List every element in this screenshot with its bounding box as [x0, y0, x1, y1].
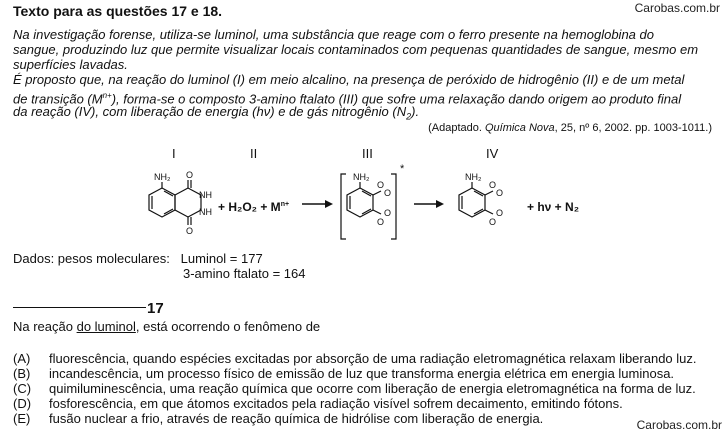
paragraph-line: É proposto que, na reação do luminol (I) em meio alcalino, na presença de peróxido de hidrogênio (II) e de um metal [13, 72, 685, 87]
watermark-bottom: Carobas.com.br [636, 418, 722, 432]
reaction-arrow-1 [302, 200, 333, 208]
aminophthalate-nh2: NH₂ [353, 172, 370, 182]
paragraph-line: superfícies lavadas. [13, 57, 128, 72]
option-a[interactable]: (A) fluorescência, quando espécies excitadas por absorção de uma radiação eletromagnética relaxam liberando luz. [13, 351, 697, 366]
aminophthalate-structure [459, 182, 493, 217]
excited-state-mark: * [400, 163, 405, 175]
label-compound-ii: II [250, 146, 258, 161]
label-compound-i: I [172, 146, 176, 161]
label-compound-iii: III [362, 146, 373, 161]
product-o-3: O [496, 208, 504, 218]
reaction-arrow-2 [414, 200, 444, 208]
source-citation: (Adaptado. Química Nova, 25, nº 6, 2002. pp. 1003-1011.) [428, 122, 712, 134]
aminophthalate-o-1: O [377, 180, 385, 190]
luminol-nh2: NH₂ [154, 172, 171, 182]
section-heading: Texto para as questões 17 e 18. [13, 3, 223, 19]
luminol-nh-top: NH [199, 190, 212, 200]
question-number: 17 [13, 300, 164, 317]
luminol-o-top: O [186, 170, 194, 180]
aminophthalate-o-2: O [384, 188, 392, 198]
option-e[interactable]: (E) fusão nuclear a frio, através de reação química de hidrólise com liberação de energia. [13, 411, 544, 426]
product-o-2: O [496, 188, 504, 198]
product-nh2: NH₂ [465, 172, 482, 182]
reagents-text: + $H_2O_2 + M^{n+}$ [218, 200, 290, 214]
product-o-4: O [489, 217, 497, 227]
luminol-nh-bottom: NH [199, 207, 212, 217]
aminophthalate-o-3: O [384, 208, 392, 218]
paragraph-line: da reação (IV), com liberação de energia (hν) e de gás nitrogênio $(N_2)$. [13, 104, 420, 122]
paragraph-line: Na investigação forense, utiliza-se luminol, uma substância que reage com o ferro presente na hemoglobina do [13, 27, 654, 42]
data-label: Dados: pesos moleculares: [13, 251, 170, 266]
luminol-o-bottom: O [186, 226, 194, 236]
products-text: + hν + N₂ [527, 200, 580, 214]
molecular-weights [13, 251, 306, 281]
paragraph-line: sangue, produzindo luz que permite visualizar locais contaminados com pequenas quantidades de sangue, mesmo em [13, 42, 699, 57]
label-compound-iv: IV [486, 146, 499, 161]
option-c[interactable]: (C) quimiluminescência, uma reação química que ocorre com liberação de energia eletromagnética na forma de luz. [13, 381, 696, 396]
aminoftalato-weight: 3-amino ftalato = 164 [183, 266, 306, 281]
aminophthalate-excited-structure [341, 174, 396, 239]
question-stem: Na reação do luminol, está ocorrendo o fenômeno de [13, 319, 321, 334]
paragraph-line: de transição $(M^{n+})$, forma-se o composto 3-amino ftalato (III) que sofre uma relaxação dando origem ao produto final [13, 91, 682, 107]
aminophthalate-o-4: O [377, 217, 385, 227]
luminol-structure [149, 180, 201, 225]
watermark-top: Carobas.com.br [634, 1, 720, 15]
product-o-1: O [489, 180, 497, 190]
option-d[interactable]: (D) fosforescência, em que átomos excitados pela radiação visível sofrem decaimento, emitindo fótons. [13, 396, 623, 411]
option-b[interactable]: (B) incandescência, um processo físico de emissão de luz que transforma energia elétrica em energia luminosa. [13, 366, 675, 381]
luminol-weight: Luminol = 177 [180, 251, 263, 266]
reaction-scheme [0, 160, 726, 260]
